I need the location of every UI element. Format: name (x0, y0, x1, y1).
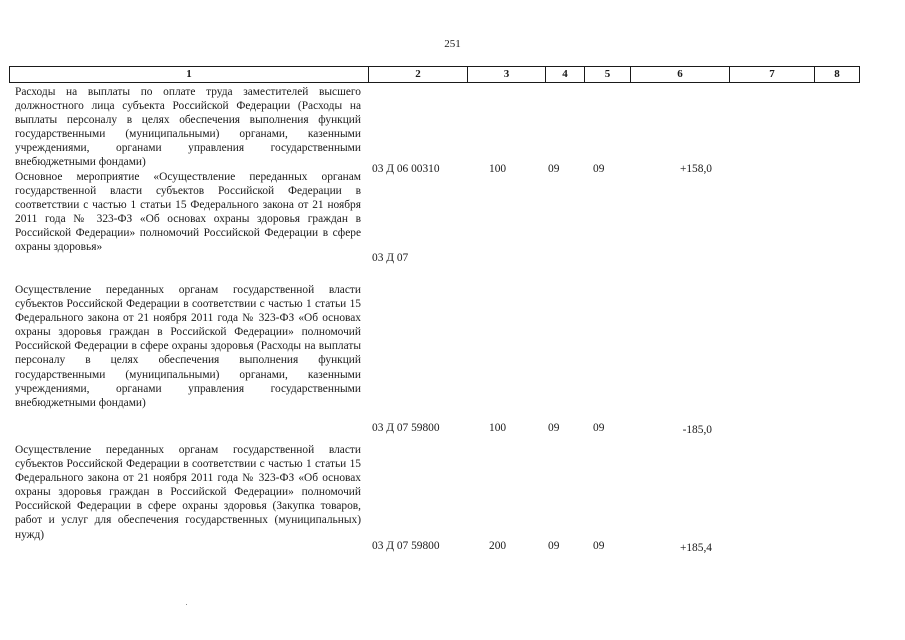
row-3-description: Осуществление переданных органам государственной власти субъектов Российской Федерации в соответствии с частью 1 статьи 15 Федерального закона от 21 ноября 2011 года № 323-ФЗ «Об основах охраны здоровья граждан в Российской Федерации» полномочий Российской Федерации в сфере охраны здоровья (Расходы на выплаты персоналу в целях обеспечения выполнения функций государственными (муниципальными) органами, казенными учреждениями, органами управления государственными внебюджетными фондами) (15, 284, 361, 409)
row-4-col5: 09 (593, 540, 605, 552)
header-col-3: 3 (468, 67, 546, 82)
row-3-col5: 09 (593, 422, 605, 434)
row-1-col4: 09 (548, 163, 560, 175)
header-col-8: 8 (834, 68, 840, 80)
row-3-col6: -185,0 (682, 424, 712, 436)
row-1-col5: 09 (593, 163, 605, 175)
row-3-col3: 100 (489, 422, 507, 434)
table-header (9, 66, 860, 83)
header-col-6: 6 (631, 67, 730, 82)
row-4-col4: 09 (548, 540, 560, 552)
scan-speck (186, 604, 187, 605)
header-col-4: 4 (546, 67, 585, 82)
page-number: 251 (444, 38, 461, 50)
row-3-code: 03 Д 07 59800 (372, 422, 440, 434)
row-1-col6: +158,0 (679, 163, 712, 175)
header-col-1: 1 (10, 67, 369, 82)
row-4-description: Осуществление переданных органам государственной власти субъектов Российской Федерации в соответствии с частью 1 статьи 15 Федерального закона от 21 ноября 2011 года № 323-ФЗ «Об основах охраны здоровья граждан в Российской Федерации» полномочий Российской Федерации в сфере охраны здоровья (Закупка товаров, работ и услуг для обеспечения государственных (муниципальных) нужд) (15, 444, 361, 541)
row-4-code: 03 Д 07 59800 (372, 540, 440, 552)
header-col-7: 7 (730, 67, 815, 82)
row-1-code: 03 Д 06 00310 (372, 163, 440, 175)
row-4-col3: 200 (489, 540, 507, 552)
row-3-col4: 09 (548, 422, 560, 434)
row-4-col6: +185,4 (679, 542, 712, 554)
row-2-description: Основное мероприятие «Осуществление переданных органам государственной власти субъектов Российской Федерации в соответствии с частью 1 статьи 15 Федерального закона от 21 ноября 2011 года № 323-ФЗ «Об основах охраны здоровья граждан в Российской Федерации» полномочий Российской Федерации в сфере охраны здоровья» (15, 171, 361, 254)
row-1-col3: 100 (489, 163, 507, 175)
row-2-code: 03 Д 07 (372, 252, 409, 264)
header-col-5: 5 (585, 67, 631, 82)
header-col-2: 2 (369, 67, 468, 82)
row-1-description: Расходы на выплаты по оплате труда заместителей высшего должностного лица субъекта Российской Федерации (Расходы на выплаты персоналу в целях обеспечения выполнения функций государственными (муниципальными) органами, казенными учреждениями, органами управления государственными внебюджетными фондами) (15, 86, 361, 169)
